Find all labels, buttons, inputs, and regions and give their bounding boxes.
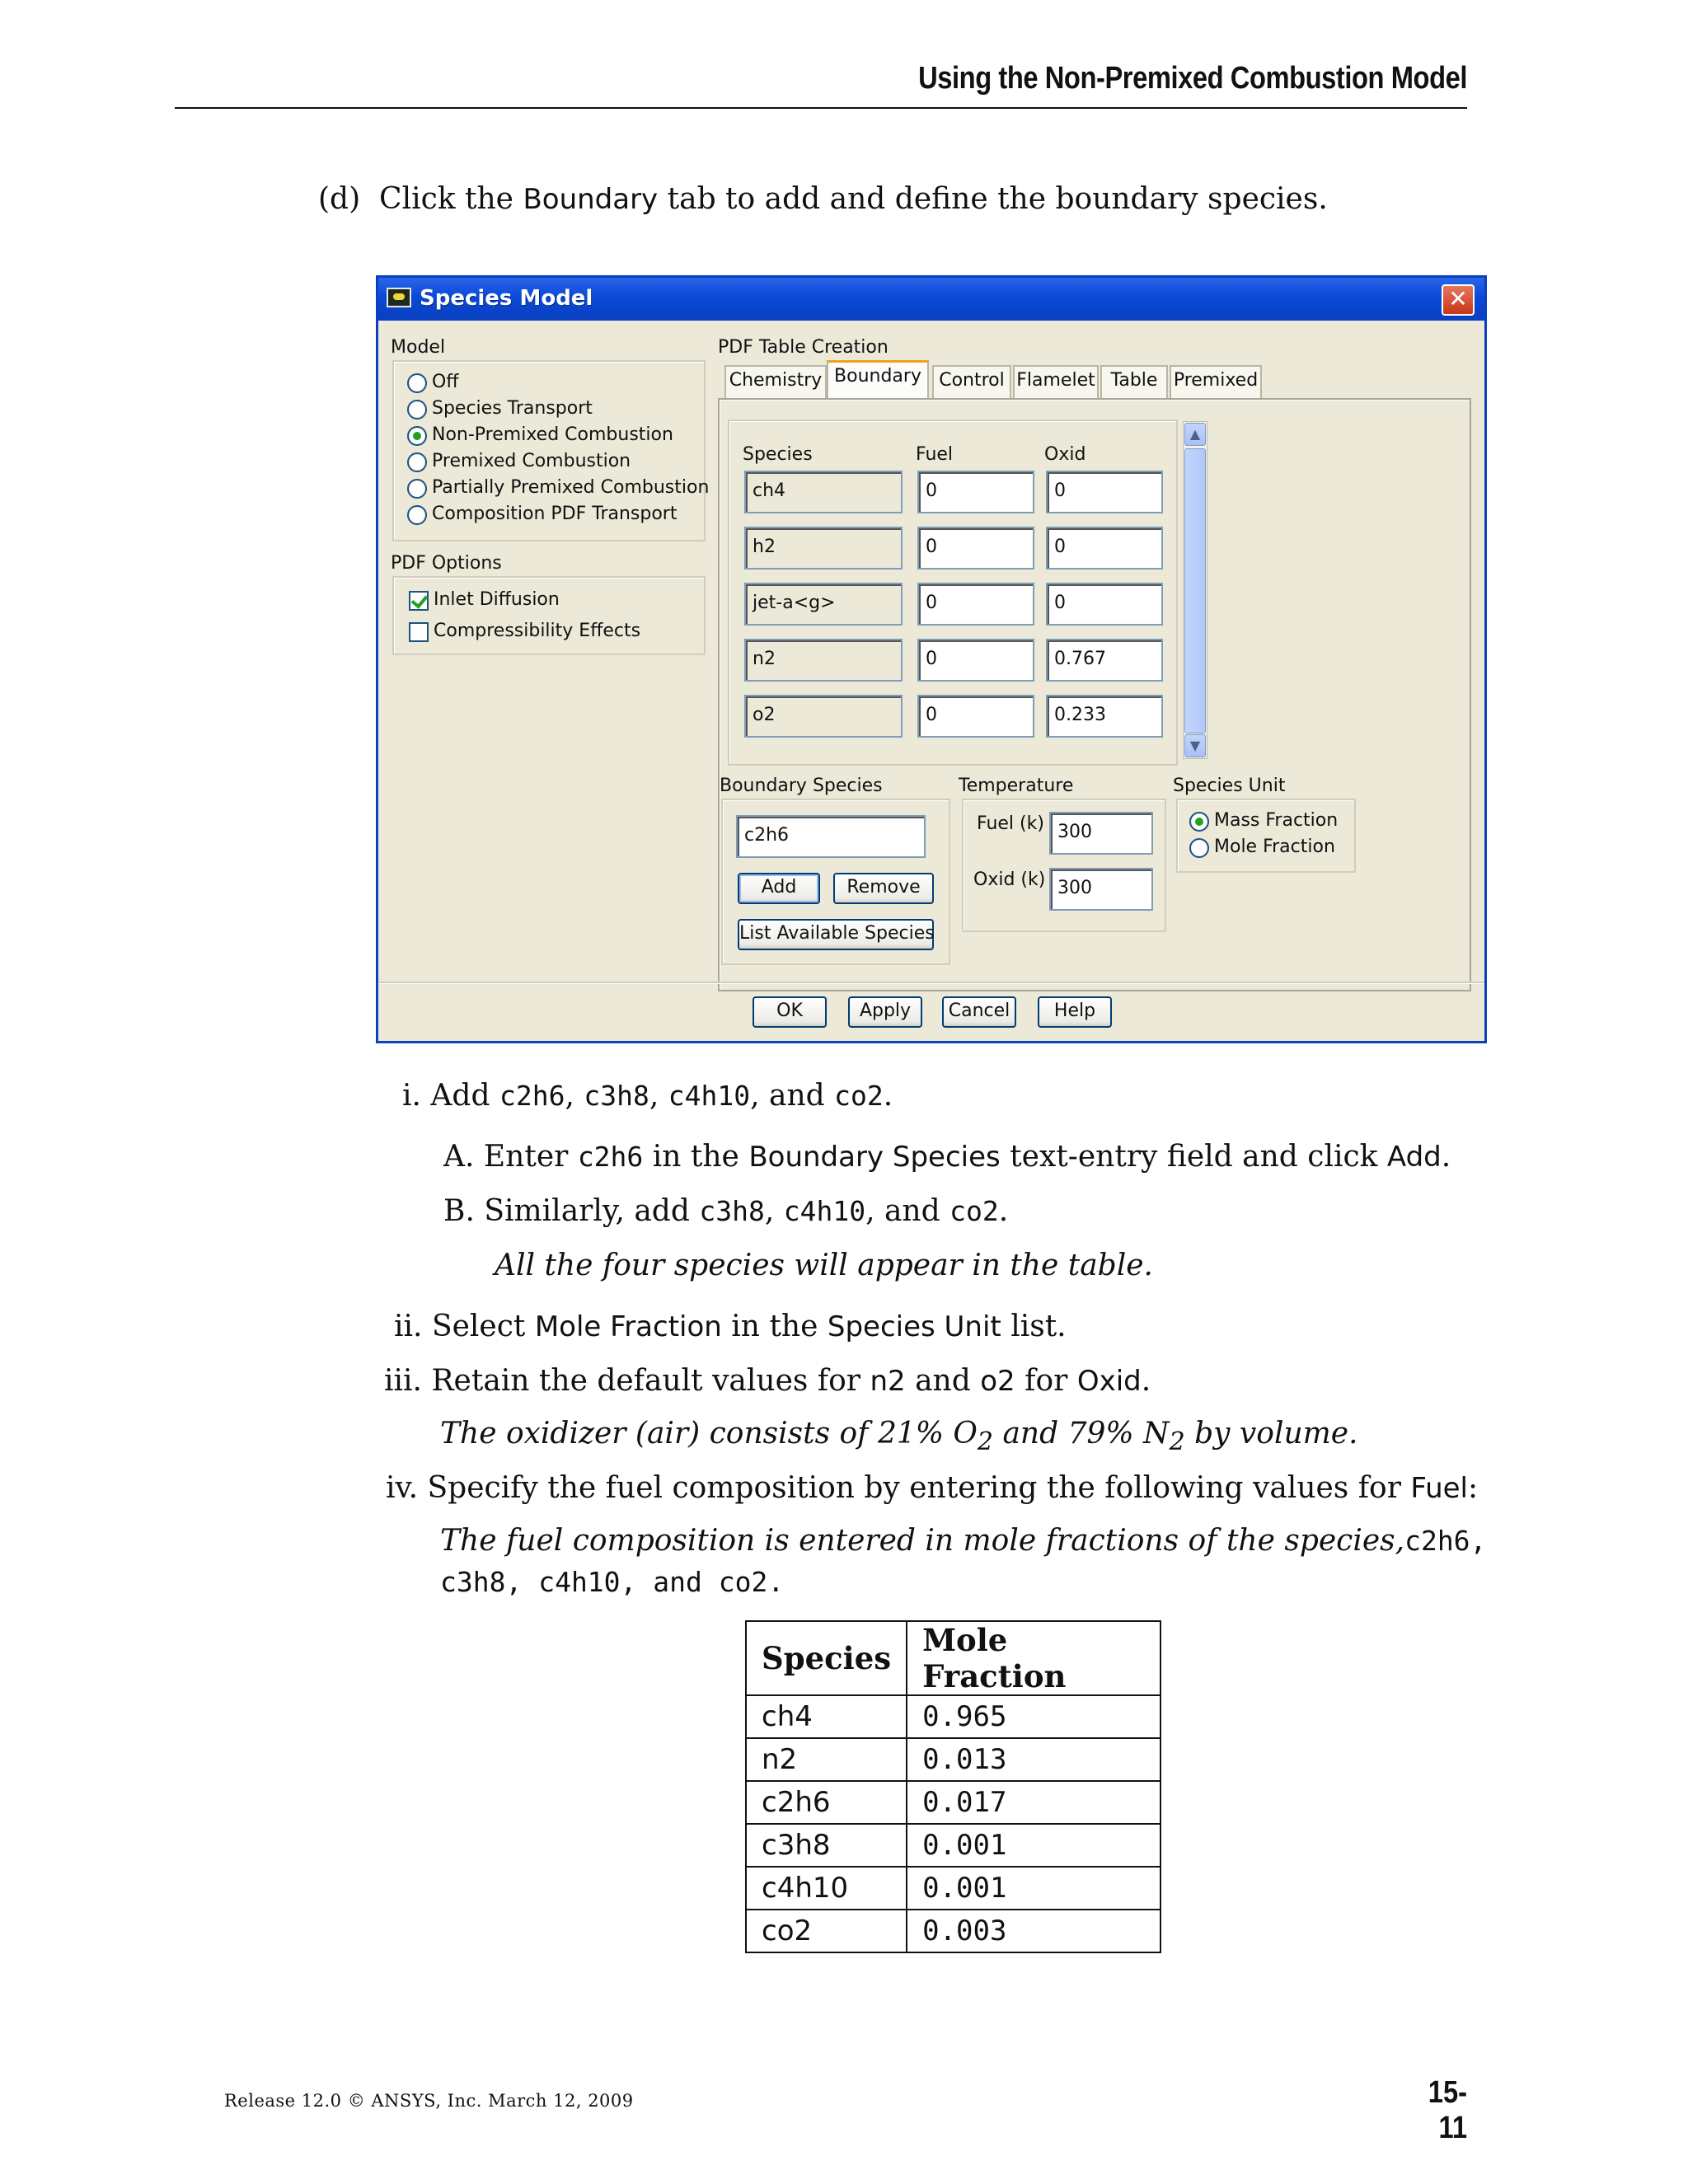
note-end: by volume.	[1184, 1417, 1358, 1451]
close-icon: ✕	[1448, 285, 1468, 312]
step-iii-mid: and	[915, 1364, 971, 1398]
model-option-label: Species Transport	[432, 398, 593, 419]
step-iii-mid2: for	[1025, 1364, 1068, 1398]
step-A-ui2: Add	[1386, 1141, 1442, 1174]
app-icon	[387, 288, 411, 307]
step-i-s2: c3h8	[584, 1080, 649, 1112]
apply-button[interactable]: Apply	[848, 996, 922, 1028]
step-d-label: (d)	[318, 182, 361, 216]
oxid-input[interactable]: 0	[1046, 471, 1163, 513]
fuel-input[interactable]: 0	[917, 583, 1034, 626]
model-radio[interactable]	[407, 400, 427, 419]
species-scrollbar[interactable]	[1183, 421, 1207, 759]
step-A-pre: Enter	[483, 1140, 569, 1174]
model-radio[interactable]	[407, 479, 427, 499]
step-d-ui: Boundary	[523, 183, 659, 216]
step-iii-note	[440, 1414, 1358, 1462]
inlet-diffusion-label: Inlet Diffusion	[434, 589, 560, 610]
step-iii-s1: n2	[870, 1365, 906, 1398]
inlet-diffusion-checkbox[interactable]	[409, 591, 429, 611]
step-i-c1: ,	[565, 1079, 574, 1113]
step-A-ui: Boundary Species	[748, 1141, 1001, 1174]
species-cell: n2	[746, 1738, 907, 1781]
compressibility-label: Compressibility Effects	[434, 621, 641, 641]
compressibility-checkbox[interactable]	[409, 622, 429, 642]
model-option-label: Non-Premixed Combustion	[432, 424, 673, 445]
table-row	[746, 1695, 1160, 1738]
oxid-temp-input[interactable]: 300	[1049, 868, 1153, 911]
tab-control[interactable]: Control	[932, 365, 1011, 398]
oxid-input[interactable]: 0	[1046, 527, 1163, 569]
table-row	[746, 1824, 1160, 1867]
note-sub1: 2	[977, 1427, 994, 1457]
step-iii-pre: Retain the default values for	[431, 1364, 860, 1398]
step-B-s1: c3h8	[699, 1195, 765, 1227]
step-B	[443, 1192, 1008, 1231]
step-i-s3: c4h10	[668, 1080, 751, 1112]
model-option-label: Composition PDF Transport	[432, 504, 678, 524]
boundary-species-input[interactable]: c2h6	[736, 815, 926, 858]
step-i	[402, 1076, 893, 1116]
species-cell: c2h6	[746, 1781, 907, 1824]
step-i-c3: , and	[750, 1079, 825, 1113]
mass-fraction-radio[interactable]	[1189, 812, 1209, 832]
step-A-code: c2h6	[577, 1141, 644, 1173]
model-radio[interactable]	[407, 373, 427, 393]
step-B-c1: ,	[764, 1194, 775, 1228]
pdf-options-group	[392, 576, 706, 655]
species-cell: ch4	[746, 1695, 907, 1738]
pdf-table-label: PDF Table Creation	[718, 337, 889, 358]
step-ii-pre: Select	[431, 1310, 526, 1343]
mole-fraction-radio[interactable]	[1189, 838, 1209, 858]
step-B-c2: , and	[865, 1194, 940, 1228]
model-option-label: Premixed Combustion	[432, 451, 631, 471]
step-i-pre: Add	[430, 1079, 490, 1113]
mole-fraction-cell: 0.017	[907, 1781, 1160, 1824]
mole-fraction-cell: 0.001	[907, 1824, 1160, 1867]
fuel-temp-label: Fuel (k)	[977, 813, 1044, 834]
species-table	[728, 419, 1178, 766]
temperature-group	[962, 799, 1166, 932]
step-iv-note-line1	[440, 1521, 1487, 1561]
mole-fraction-cell: 0.001	[907, 1867, 1160, 1910]
column-species: Species	[743, 444, 813, 465]
scroll-down-icon[interactable]: ▼	[1184, 734, 1206, 757]
pdf-options-label: PDF Options	[391, 553, 502, 574]
fuel-temp-input[interactable]: 300	[1049, 812, 1153, 855]
note-pre: The oxidizer (air) consists of 21% O	[440, 1417, 978, 1451]
footer-separator	[378, 982, 1484, 983]
step-iii-end: .	[1141, 1364, 1151, 1398]
step-iv-ui: Fuel	[1410, 1472, 1469, 1505]
model-label: Model	[391, 337, 446, 358]
tab-table[interactable]: Table	[1100, 365, 1168, 398]
header-mole-fraction: Mole Fraction	[907, 1621, 1160, 1695]
step-iv-note-line2: c3h8, c4h10, and co2.	[440, 1566, 785, 1598]
step-ii-end: list.	[1010, 1310, 1067, 1343]
species-cell[interactable]: jet-a<g>	[744, 583, 903, 626]
note-sub2: 2	[1169, 1427, 1185, 1457]
dialog-title: Species Model	[420, 286, 593, 311]
step-B-pre: Similarly, add	[484, 1194, 690, 1228]
model-radio[interactable]	[407, 426, 427, 446]
scroll-thumb[interactable]	[1184, 448, 1206, 733]
note-mid: and 79% N	[993, 1417, 1170, 1451]
species-cell[interactable]: ch4	[744, 471, 903, 513]
species-cell: c3h8	[746, 1824, 907, 1867]
species-cell: c4h10	[746, 1867, 907, 1910]
table-header-row	[746, 1621, 1160, 1695]
step-i-label: i.	[402, 1079, 421, 1113]
step-B-end: .	[998, 1194, 1009, 1228]
cancel-button[interactable]: Cancel	[942, 996, 1016, 1028]
fuel-input[interactable]: 0	[917, 527, 1034, 569]
step-i-s4: co2	[834, 1080, 884, 1112]
mole-fraction-cell: 0.965	[907, 1695, 1160, 1738]
step-iv-label: iv.	[386, 1471, 419, 1505]
step-iii-ui: Oxid	[1076, 1365, 1142, 1398]
tab-premixed[interactable]: Premixed	[1170, 365, 1262, 398]
footer-release: Release 12.0 © ANSYS, Inc. March 12, 2009	[224, 2091, 634, 2111]
species-unit-group	[1176, 799, 1356, 873]
step-iii-s2: o2	[980, 1365, 1015, 1398]
step-d-pre: Click the	[379, 182, 513, 216]
close-button[interactable]	[1442, 284, 1475, 316]
mole-fraction-label: Mole Fraction	[1214, 837, 1335, 857]
table-row	[746, 1738, 1160, 1781]
step-iv	[386, 1469, 1478, 1508]
page-number: 15-11	[1428, 2075, 1467, 2145]
species-cell[interactable]: h2	[744, 527, 903, 569]
fuel-input[interactable]: 0	[917, 471, 1034, 513]
column-oxid: Oxid	[1044, 444, 1086, 465]
step-iii-label: iii.	[384, 1364, 422, 1398]
step-A-end: .	[1441, 1140, 1451, 1174]
ok-button[interactable]: OK	[753, 996, 827, 1028]
fuel-input[interactable]: 0	[917, 639, 1034, 682]
step-ii-ui2: Species Unit	[827, 1310, 1001, 1343]
remove-button[interactable]: Remove	[833, 873, 934, 904]
temperature-label: Temperature	[959, 776, 1074, 796]
model-radio[interactable]	[407, 452, 427, 472]
add-button[interactable]: Add	[738, 873, 820, 904]
oxid-input[interactable]: 0	[1046, 583, 1163, 626]
tab-chemistry[interactable]: Chemistry	[724, 365, 827, 398]
step-i-end: .	[883, 1079, 893, 1113]
header-species: Species	[746, 1621, 907, 1695]
species-model-dialog	[376, 275, 1487, 1043]
step-B-s3: co2	[950, 1195, 999, 1227]
step-A-mid: in the	[652, 1140, 739, 1174]
species-cell[interactable]: n2	[744, 639, 903, 682]
tab-flamelet[interactable]: Flamelet	[1013, 365, 1099, 398]
boundary-species-label: Boundary Species	[720, 776, 883, 796]
step-ii	[394, 1307, 1067, 1347]
step-ii-mid: in the	[731, 1310, 818, 1343]
step-A-label: A.	[443, 1140, 475, 1174]
model-option-label: Partially Premixed Combustion	[432, 477, 710, 498]
table-row	[746, 1867, 1160, 1910]
boundary-panel	[718, 398, 1471, 991]
boundary-species-group	[721, 799, 950, 965]
header-rule	[175, 107, 1467, 109]
table-row	[746, 1910, 1160, 1952]
step-d	[318, 180, 1328, 219]
step-d-post: tab to add and define the boundary species.	[667, 182, 1328, 216]
help-button[interactable]: Help	[1038, 996, 1112, 1028]
table-row	[746, 1781, 1160, 1824]
mass-fraction-label: Mass Fraction	[1214, 810, 1339, 831]
step-ii-label: ii.	[394, 1310, 423, 1343]
species-cell[interactable]: o2	[744, 695, 903, 738]
step-B-s2: c4h10	[783, 1195, 866, 1227]
mole-fraction-cell: 0.013	[907, 1738, 1160, 1781]
oxid-temp-label: Oxid (k)	[973, 869, 1046, 890]
mole-fraction-table	[745, 1620, 1161, 1953]
species-unit-label: Species Unit	[1173, 776, 1286, 796]
step-i-c2: ,	[649, 1079, 659, 1113]
step-B-label: B.	[443, 1194, 475, 1228]
step-B-note: All the four species will appear in the table.	[495, 1249, 1153, 1282]
tab-strip	[724, 362, 1301, 400]
step-iv-pre: Specify the fuel composition by entering the following values for	[427, 1471, 1401, 1505]
list-available-species-button[interactable]: List Available Species	[738, 919, 934, 950]
model-option-label: Off	[432, 372, 459, 392]
tab-boundary[interactable]: Boundary	[827, 360, 929, 398]
step-i-s1: c2h6	[499, 1080, 565, 1112]
note-line1-pre: The fuel composition is entered in mole fractions of the species,	[440, 1524, 1405, 1558]
step-A	[443, 1137, 1451, 1177]
title-bar[interactable]	[378, 278, 1484, 321]
oxid-input[interactable]: 0.767	[1046, 639, 1163, 682]
step-A-mid2: text-entry field and click	[1010, 1140, 1378, 1174]
column-fuel: Fuel	[916, 444, 954, 465]
species-cell: co2	[746, 1910, 907, 1952]
mole-fraction-cell: 0.003	[907, 1910, 1160, 1952]
model-group	[392, 360, 710, 541]
model-radio[interactable]	[407, 505, 427, 525]
scroll-up-icon[interactable]: ▲	[1184, 423, 1206, 446]
note-line1-code: c2h6,	[1404, 1525, 1487, 1557]
step-iv-end: :	[1468, 1471, 1479, 1505]
step-iii	[384, 1361, 1151, 1401]
oxid-input[interactable]: 0.233	[1046, 695, 1163, 738]
fuel-input[interactable]: 0	[917, 695, 1034, 738]
running-head: Using the Non-Premixed Combustion Model	[918, 61, 1467, 96]
step-ii-ui: Mole Fraction	[534, 1310, 722, 1343]
